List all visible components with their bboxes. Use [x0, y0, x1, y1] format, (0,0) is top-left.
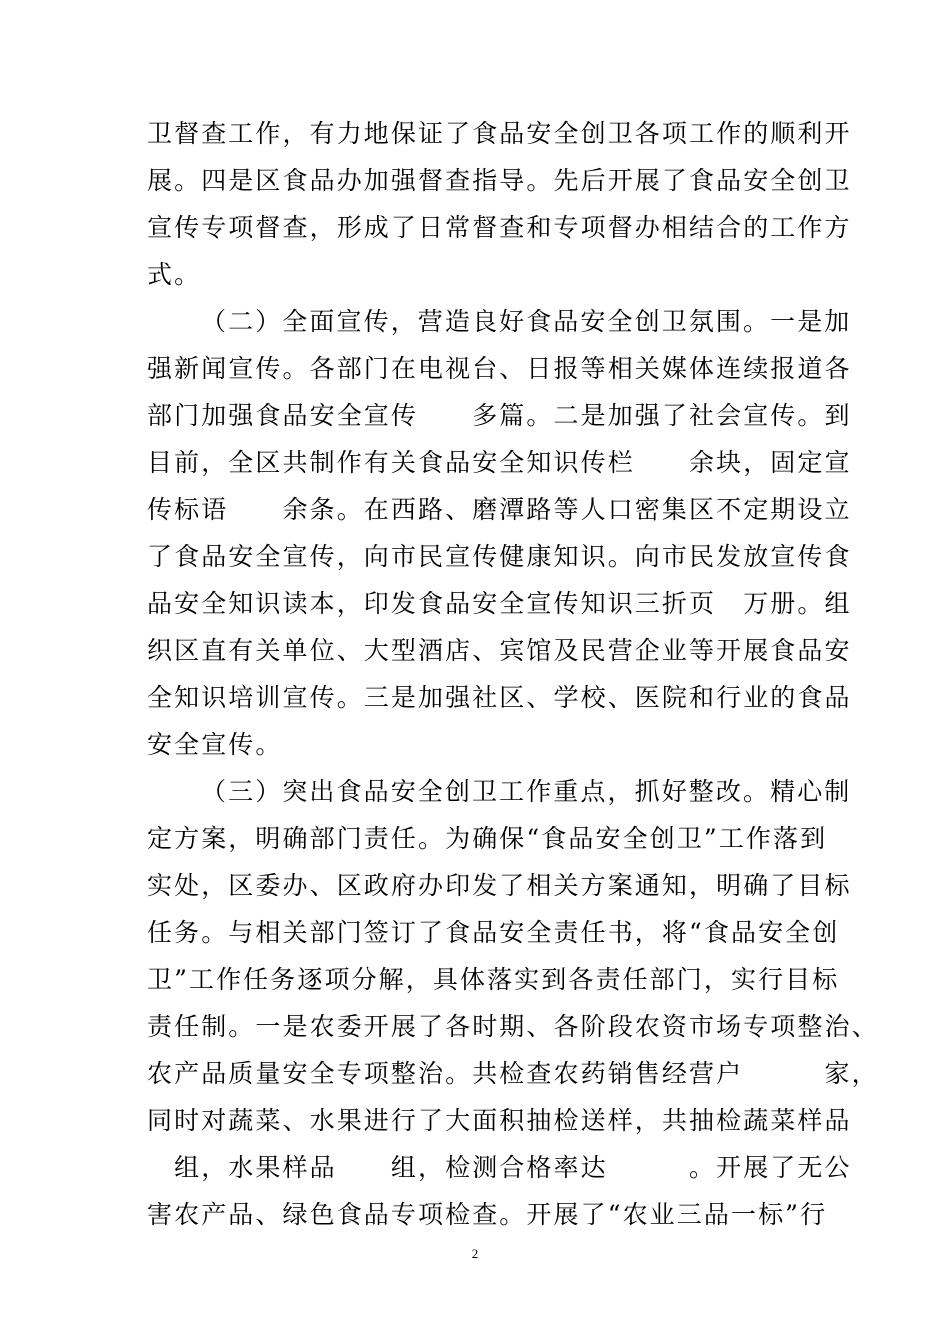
- page-number: 2: [471, 1246, 479, 1261]
- text-line: 式。: [147, 260, 202, 289]
- text-line: 部门加强食品安全宣传 多篇。二是加强了社会宣传。到: [147, 401, 852, 430]
- text-line: 目前，全区共制作有关食品安全知识传栏 余块，固定宣: [147, 448, 852, 477]
- text-line: 传标语 余条。在西路、磨潭路等人口密集区不定期设立: [147, 495, 852, 524]
- text-line: 卫督查工作，有力地保证了食品安全创卫各项工作的顺利开: [147, 119, 852, 148]
- text-line: 安全宣传。: [147, 730, 283, 759]
- text-line: 责任制。一是农委开展了各时期、各阶段农资市场专项整治、: [147, 1012, 879, 1041]
- text-line: 展。四是区食品办加强督查指导。先后开展了食品安全创卫: [147, 166, 852, 195]
- text-line: 强新闻宣传。各部门在电视台、日报等相关媒体连续报道各: [147, 354, 852, 383]
- text-line: 织区直有关单位、大型酒店、宾馆及民营企业等开展食品安: [147, 636, 852, 665]
- text-line: 组，水果样品 组，检测合格率达 。开展了无公: [147, 1153, 852, 1182]
- text-line: 农产品质量安全专项整治。共检查农药销售经营户 家，: [147, 1059, 879, 1088]
- text-line: 了食品安全宣传，向市民宣传健康知识。向市民发放宣传食: [147, 542, 852, 571]
- text-line: 害农产品、绿色食品专项检查。开展了“农业三品一标”行: [147, 1200, 828, 1229]
- text-line: 实处，区委办、区政府办印发了相关方案通知，明确了目标: [147, 871, 852, 900]
- text-line: 定方案，明确部门责任。为确保“食品安全创卫”工作落到: [147, 824, 828, 853]
- paragraph-start-line: （三）突出食品安全创卫工作重点，抓好整改。精心制: [201, 777, 852, 806]
- text-line: 卫”工作任务逐项分解，具体落实到各责任部门，实行目标: [147, 965, 840, 994]
- text-line: 同时对蔬菜、水果进行了大面积抽检送样，共抽检蔬菜样品: [147, 1106, 852, 1135]
- text-line: 宣传专项督查，形成了日常督查和专项督办相结合的工作方: [147, 213, 852, 242]
- text-line: 全知识培训宣传。三是加强社区、学校、医院和行业的食品: [147, 683, 852, 712]
- text-line: 任务。与相关部门签订了食品安全责任书，将“食品安全创: [147, 918, 840, 947]
- text-line: 品安全知识读本，印发食品安全宣传知识三折页 万册。组: [147, 589, 852, 618]
- paragraph-start-line: （二）全面宣传，营造良好食品安全创卫氛围。一是加: [201, 307, 852, 336]
